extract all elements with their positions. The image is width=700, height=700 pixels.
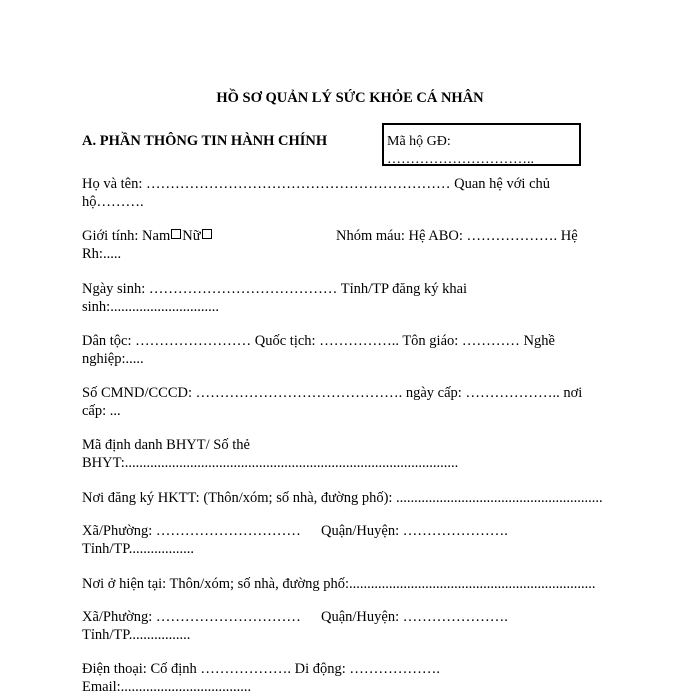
current-locality-field[interactable]: [82, 609, 597, 644]
registered-locality-field[interactable]: [82, 523, 597, 558]
gender-group: [82, 228, 213, 246]
full-name-line-1: Họ và tên: ……………………………………………………… Quan hệ với chủ: [82, 176, 551, 192]
gender-male-checkbox[interactable]: [171, 229, 181, 239]
full-name-line-2: hộ……….: [82, 193, 144, 210]
id-card-field[interactable]: [82, 385, 597, 420]
insurance-line-2: BHYT:............................................................................................: [82, 454, 459, 471]
dob-line-1: Ngày sinh: ………………………………… Tỉnh/TP đăng ký khai: [82, 281, 468, 297]
section-heading: A. PHẦN THÔNG TIN HÀNH CHÍNH: [82, 133, 328, 149]
date-of-birth-field[interactable]: [82, 281, 597, 316]
gender-female-label: Nữ: [182, 228, 201, 244]
current-district: Quận/Huyện: ………………….: [321, 609, 508, 625]
form-title: HỒ SƠ QUẢN LÝ SỨC KHỎE CÁ NHÂN: [216, 90, 484, 106]
id-card-line-1: Số CMND/CCCD: ……………………………………. ngày cấp: ……………….. nơi: [82, 385, 583, 401]
ethnicity-line-1: Dân tộc: …………………… Quốc tịch: …………….. Tôn giáo: ………… Nghề: [82, 333, 555, 349]
contact-field[interactable]: [82, 661, 597, 696]
ethnicity-field[interactable]: [82, 333, 597, 368]
current-address-line: Nơi ở hiện tại: Thôn/xóm; số nhà, đường phố:....................................................................: [82, 576, 596, 592]
gender-blood-field: [82, 228, 597, 263]
blood-group-line-1: Nhóm máu: Hệ ABO: ………………. Hệ: [336, 228, 578, 244]
email-line: Email:....................................: [82, 678, 252, 695]
household-code-box[interactable]: [382, 123, 581, 166]
dob-line-2: sinh:..............................: [82, 298, 219, 315]
registered-address-line: Nơi đăng ký HKTT: (Thôn/xóm; số nhà, đường phố): .........................................................: [82, 490, 603, 506]
household-code-label: Mã hộ GĐ:: [387, 134, 451, 149]
current-address-field[interactable]: [82, 576, 597, 594]
registered-address-field[interactable]: [82, 490, 603, 508]
current-province: Tỉnh/TP.................: [82, 626, 191, 643]
current-ward: Xã/Phường: …………………………: [82, 609, 301, 625]
insurance-field[interactable]: [82, 437, 597, 472]
ethnicity-line-2: nghiệp:.....: [82, 350, 144, 367]
gender-female-checkbox[interactable]: [202, 229, 212, 239]
registered-province: Tỉnh/TP..................: [82, 540, 194, 557]
blood-group-line-2: Rh:.....: [82, 245, 122, 262]
phone-line: Điện thoại: Cố định ………………. Di động: ……………….: [82, 661, 441, 677]
registered-district: Quận/Huyện: ………………….: [321, 523, 508, 539]
full-name-field[interactable]: [82, 176, 597, 211]
id-card-line-2: cấp: ...: [82, 402, 121, 419]
registered-ward: Xã/Phường: …………………………: [82, 523, 301, 539]
insurance-line-1: Mã định danh BHYT/ Số thẻ: [82, 437, 250, 453]
gender-label: Giới tính: Nam: [82, 228, 171, 244]
household-code-value: …………………………..: [387, 151, 534, 167]
